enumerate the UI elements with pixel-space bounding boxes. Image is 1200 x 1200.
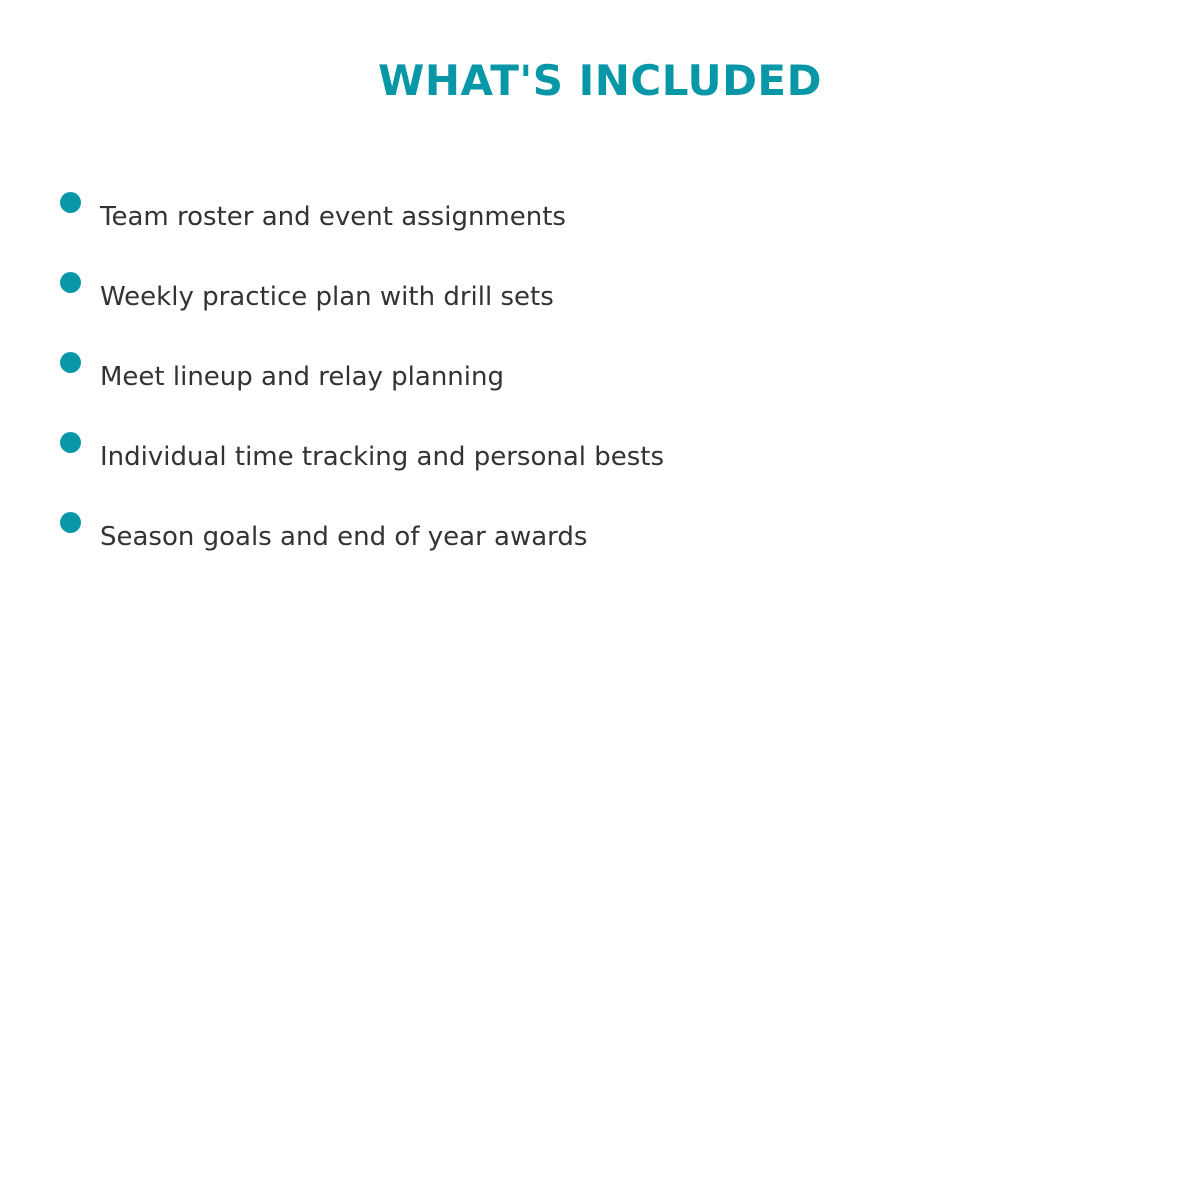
bullet-dot-icon	[60, 272, 81, 293]
bullet-dot-icon	[60, 512, 81, 533]
list-item-label: Individual time tracking and personal bests	[100, 442, 665, 472]
bullet-dot-icon	[60, 192, 81, 213]
list-item-label: Weekly practice plan with drill sets	[100, 282, 554, 312]
bullet-dot-icon	[60, 432, 81, 453]
page-title: WHAT'S INCLUDED	[378, 56, 822, 105]
list-item-label: Meet lineup and relay planning	[100, 362, 504, 392]
bullet-dot-icon	[60, 352, 81, 373]
list-item-label: Team roster and event assignments	[100, 202, 566, 232]
list-item-label: Season goals and end of year awards	[100, 522, 588, 552]
